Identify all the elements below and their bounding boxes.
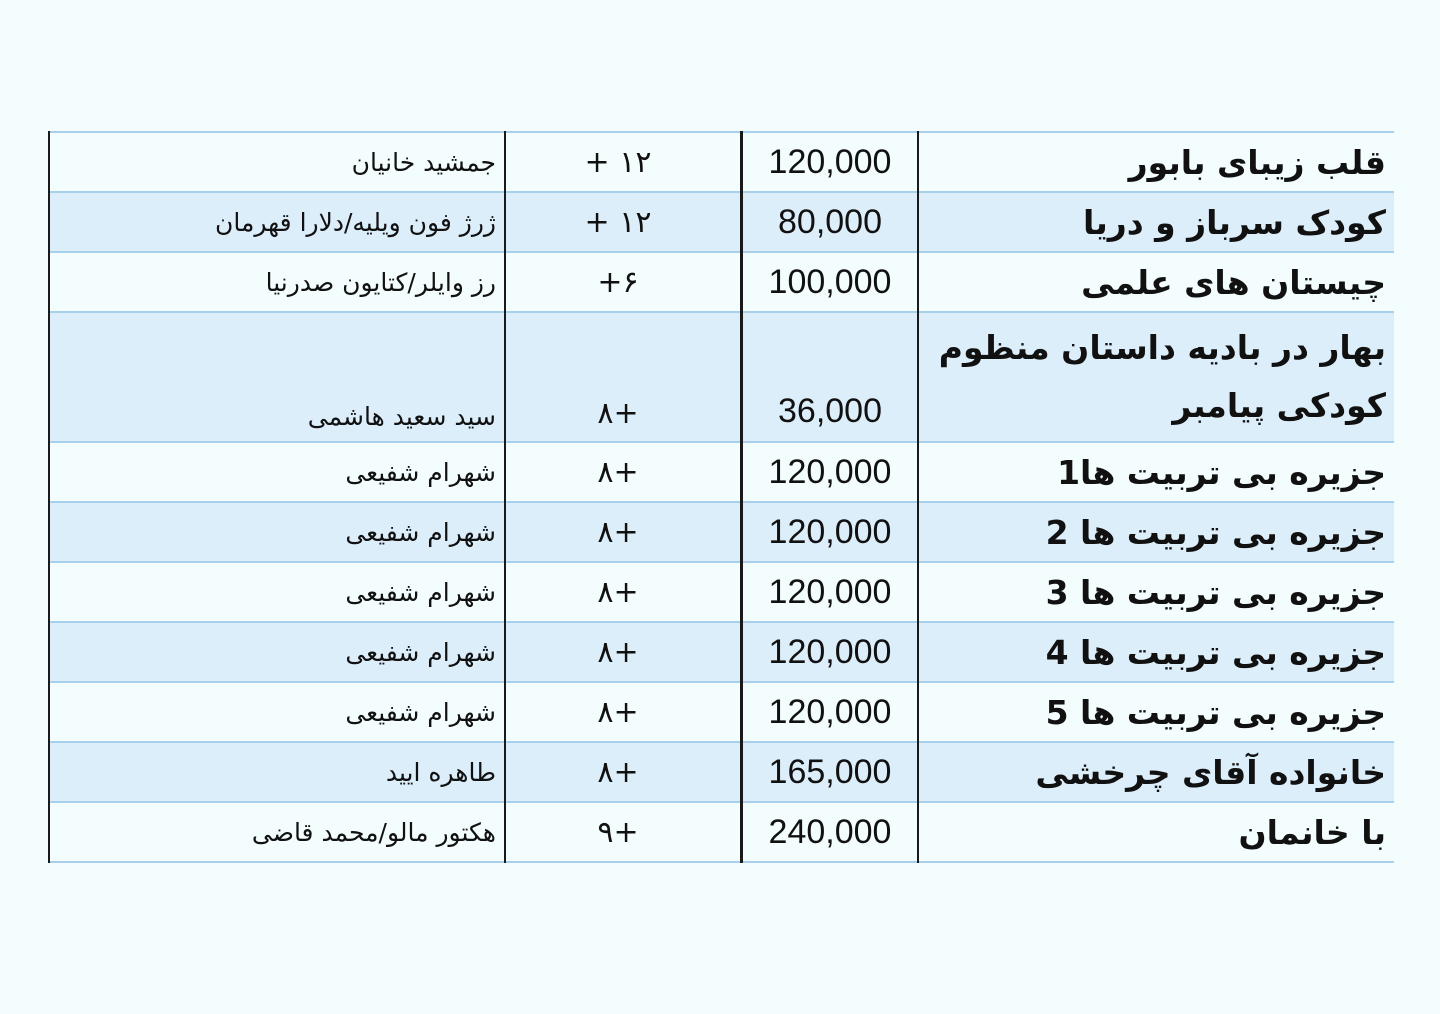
author-cell: طاهره ایید (49, 742, 505, 802)
title-cell: خانواده آقای چرخشی (1035, 752, 1386, 792)
table-row (49, 252, 1394, 312)
title-cell: قلب زیبای بابور (1128, 142, 1386, 182)
title-cell: با خانمان (1238, 812, 1386, 852)
age-cell: ۸+ (505, 562, 742, 622)
price-cell: 80,000 (742, 192, 919, 252)
table-row (49, 562, 1394, 622)
author-cell: هکتور مالو/محمد قاضی (49, 802, 505, 862)
age-cell: ۸+ (505, 682, 742, 742)
title-cell: چیستان های علمی (1081, 262, 1386, 302)
author-cell: جمشید خانیان (49, 132, 505, 192)
price-cell: 120,000 (742, 502, 919, 562)
age-cell: ۹+ (505, 802, 742, 862)
table-row (49, 312, 1394, 442)
price-cell: 120,000 (742, 682, 919, 742)
title-cell: جزیره بی تربیت ها1 (1057, 452, 1386, 492)
age-cell: + ۱۲ (505, 192, 742, 252)
table-row (49, 802, 1394, 862)
age-cell: ۸+ (505, 502, 742, 562)
age-cell: ۸+ (505, 622, 742, 682)
author-cell: شهرام شفیعی (49, 502, 505, 562)
age-cell: +۶ (505, 252, 742, 312)
author-cell: سید سعید هاشمی (49, 312, 505, 442)
table-row (49, 742, 1394, 802)
author-cell: شهرام شفیعی (49, 622, 505, 682)
price-cell: 36,000 (742, 312, 919, 442)
title-cell: جزیره بی تربیت ها 4 (1045, 632, 1386, 672)
title-cell: جزیره بی تربیت ها 2 (1045, 512, 1386, 552)
price-cell: 120,000 (742, 562, 919, 622)
table-row (49, 442, 1394, 502)
book-price-table (48, 131, 1394, 863)
age-cell: ۸+ (505, 312, 742, 442)
title-cell: بهار در بادیه داستان منظوم کودکی پیامبر (938, 328, 1386, 425)
price-cell: 120,000 (742, 132, 919, 192)
age-cell: + ۱۲ (505, 132, 742, 192)
price-cell: 100,000 (742, 252, 919, 312)
age-cell: ۸+ (505, 442, 742, 502)
title-cell: جزیره بی تربیت ها 5 (1045, 692, 1386, 732)
price-cell: 120,000 (742, 622, 919, 682)
table-row (49, 502, 1394, 562)
title-cell: جزیره بی تربیت ها 3 (1045, 572, 1386, 612)
price-cell: 120,000 (742, 442, 919, 502)
author-cell: رز وایلر/کتایون صدرنیا (49, 252, 505, 312)
price-cell: 165,000 (742, 742, 919, 802)
author-cell: ژرژ فون ویلیه/دلارا قهرمان (49, 192, 505, 252)
author-cell: شهرام شفیعی (49, 442, 505, 502)
table-row (49, 132, 1394, 192)
table-row (49, 622, 1394, 682)
age-cell: ۸+ (505, 742, 742, 802)
author-cell: شهرام شفیعی (49, 682, 505, 742)
table-row (49, 192, 1394, 252)
author-cell: شهرام شفیعی (49, 562, 505, 622)
title-cell: کودک سرباز و دریا (1082, 202, 1386, 242)
table-row (49, 682, 1394, 742)
price-cell: 240,000 (742, 802, 919, 862)
